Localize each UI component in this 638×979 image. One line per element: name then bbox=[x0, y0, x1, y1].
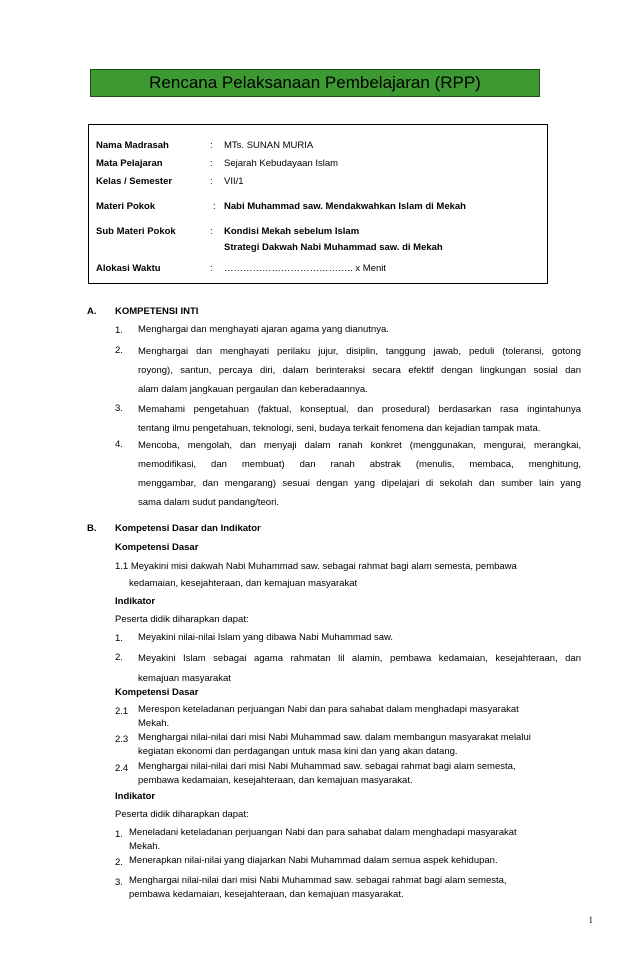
text-line: Menghargai nilai-nilai dari misi Nabi Muhammad saw. sebagai rahmat bagi alam semesta, bbox=[129, 875, 507, 886]
kd-number: 2.3 bbox=[115, 734, 129, 745]
kd-number: 2.1 bbox=[115, 706, 129, 717]
indicator-text bbox=[129, 854, 579, 868]
info-label: Alokasi Waktu bbox=[96, 263, 161, 274]
kd-heading: Kompetensi Dasar bbox=[115, 687, 199, 698]
ki-number: 4. bbox=[115, 439, 123, 450]
indicator-number: 1. bbox=[115, 829, 123, 840]
info-value: ………………………………….. x Menit bbox=[224, 263, 387, 274]
indicator-number: 2. bbox=[115, 857, 123, 868]
text-line: Merespon keteladanan perjuangan Nabi dan para sahabat dalam menghadapi masyarakat bbox=[138, 704, 519, 715]
info-value: MTs. SUNAN MURIA bbox=[224, 140, 314, 151]
kd-line: 1.1 Meyakini misi dakwah Nabi Muhammad saw. sebagai rahmat bagi alam semesta, pembawa bbox=[115, 561, 517, 572]
text-line: Menghargai dan menghayati perilaku jujur, disiplin, tanggung jawab, peduli (toleransi, gotong bbox=[138, 346, 581, 357]
ki-number: 2. bbox=[115, 345, 123, 356]
info-value: Nabi Muhammad saw. Mendakwahkan Islam di Mekah bbox=[224, 201, 466, 212]
document-title: Rencana Pelaksanaan Pembelajaran (RPP) bbox=[149, 73, 481, 92]
text-line: pembawa kedamaian, kesejahteraan, dan kemajuan masyarakat. bbox=[129, 889, 404, 900]
indicator-heading: Indikator bbox=[115, 596, 156, 607]
indicator-number: 3. bbox=[115, 877, 123, 888]
lesson-info-box bbox=[88, 124, 548, 284]
info-label: Mata Pelajaran bbox=[96, 158, 163, 169]
info-colon: : bbox=[210, 176, 213, 187]
info-label: Materi Pokok bbox=[96, 201, 156, 212]
indicator-heading: Indikator bbox=[115, 791, 156, 802]
page-number: 1 bbox=[588, 915, 593, 925]
kd-heading: Kompetensi Dasar bbox=[115, 542, 199, 553]
indicator-intro: Peserta didik diharapkan dapat: bbox=[115, 809, 249, 820]
indicator-text bbox=[129, 826, 579, 854]
text-line: Menerapkan nilai-nilai yang diajarkan Nabi Muhammad dalam semua aspek kehidupan. bbox=[129, 855, 498, 866]
text-line: Mekah. bbox=[129, 841, 161, 852]
text-line: Memahami pengetahuan (faktual, konseptual, dan prosedural) berdasarkan rasa ingintahunya bbox=[138, 404, 581, 415]
ki-text bbox=[138, 400, 581, 438]
text-line: Meneladani keteladanan perjuangan Nabi dan para sahabat dalam menghadapi masyarakat bbox=[129, 827, 517, 838]
text-line: Menghargai nilai-nilai dari misi Nabi Muhammad saw. dalam membangun masyarakat melalui bbox=[138, 732, 531, 743]
info-colon: : bbox=[210, 140, 213, 151]
section-a-letter: A. bbox=[87, 306, 97, 317]
indicator-text bbox=[138, 630, 581, 645]
kd-line: kedamaian, kesejahteraan, dan kemajuan masyarakat bbox=[129, 578, 358, 589]
kd-text bbox=[138, 731, 588, 759]
indicator-text bbox=[129, 874, 579, 902]
ki-text bbox=[138, 436, 581, 512]
indicator-number: 1. bbox=[115, 633, 123, 644]
indicator-intro: Peserta didik diharapkan dapat: bbox=[115, 614, 249, 625]
text-line: kemajuan masyarakat bbox=[138, 673, 231, 684]
info-label: Sub Materi Pokok bbox=[96, 226, 176, 237]
document-title-banner bbox=[90, 69, 540, 97]
info-value: Sejarah Kebudayaan Islam bbox=[224, 158, 339, 169]
kd-number: 2.4 bbox=[115, 763, 129, 774]
text-line: Mekah. bbox=[138, 718, 170, 729]
text-line: Menghargai dan menghayati ajaran agama yang dianutnya. bbox=[138, 324, 389, 335]
section-a-heading: KOMPETENSI INTI bbox=[115, 306, 199, 317]
ki-text bbox=[138, 322, 581, 337]
text-line: pembawa kedamaian, kesejahteraan, dan kemajuan masyarakat. bbox=[138, 775, 413, 786]
indicator-text bbox=[138, 649, 581, 689]
kd-text bbox=[138, 703, 578, 731]
section-b-heading: Kompetensi Dasar dan Indikator bbox=[115, 523, 261, 534]
info-label: Nama Madrasah bbox=[96, 140, 169, 151]
text-line: alam dalam jangkauan pergaulan dan keberadaannya. bbox=[138, 384, 368, 395]
text-line: Meyakini Islam sebagai agama rahmatan lil alamin, pembawa kedamaian, kesejahteraan, dan bbox=[138, 653, 581, 664]
text-line: Meyakini nilai-nilai Islam yang dibawa Nabi Muhammad saw. bbox=[138, 632, 394, 643]
info-colon: : bbox=[210, 226, 213, 237]
ki-number: 1. bbox=[115, 325, 123, 336]
ki-text bbox=[138, 342, 581, 399]
info-colon: : bbox=[210, 158, 213, 169]
text-line: tentang ilmu pengetahuan, teknologi, seni, budaya terkait fenomena dan kejadian tampak mata. bbox=[138, 423, 541, 434]
info-value: Strategi Dakwah Nabi Muhammad saw. di Mekah bbox=[224, 242, 443, 253]
text-line: Mencoba, mengolah, dan menyaji dalam ranah konkret (menggunakan, mengurai, merangkai, bbox=[138, 440, 581, 451]
text-line: kegiatan ekonomi dan perdagangan untuk masa kini dan yang akan datang. bbox=[138, 746, 458, 757]
text-line: royong), santun, percaya diri, dalam berinteraksi secara efektif dengan lingkungan sosial dan bbox=[138, 365, 581, 376]
info-value: VII/1 bbox=[224, 176, 244, 187]
text-line: sama dalam sudut pandang/teori. bbox=[138, 497, 280, 508]
info-label: Kelas / Semester bbox=[96, 176, 173, 187]
kd-text bbox=[138, 760, 578, 788]
info-value: Kondisi Mekah sebelum Islam bbox=[224, 226, 360, 237]
indicator-number: 2. bbox=[115, 652, 123, 663]
text-line: menggambar, dan mengarang) sesuai dengan yang dipelajari di sekolah dan sumber lain yang bbox=[138, 478, 581, 489]
text-line: memodifikasi, dan membuat) dan ranah abstrak (menulis, membaca, menghitung, bbox=[138, 459, 581, 470]
info-colon: : bbox=[210, 263, 213, 274]
section-b-letter: B. bbox=[87, 523, 97, 534]
text-line: Menghargai nilai-nilai dari misi Nabi Muhammad saw. sebagai rahmat bagi alam semesta, bbox=[138, 761, 516, 772]
ki-number: 3. bbox=[115, 403, 123, 414]
info-colon: : bbox=[213, 201, 216, 212]
